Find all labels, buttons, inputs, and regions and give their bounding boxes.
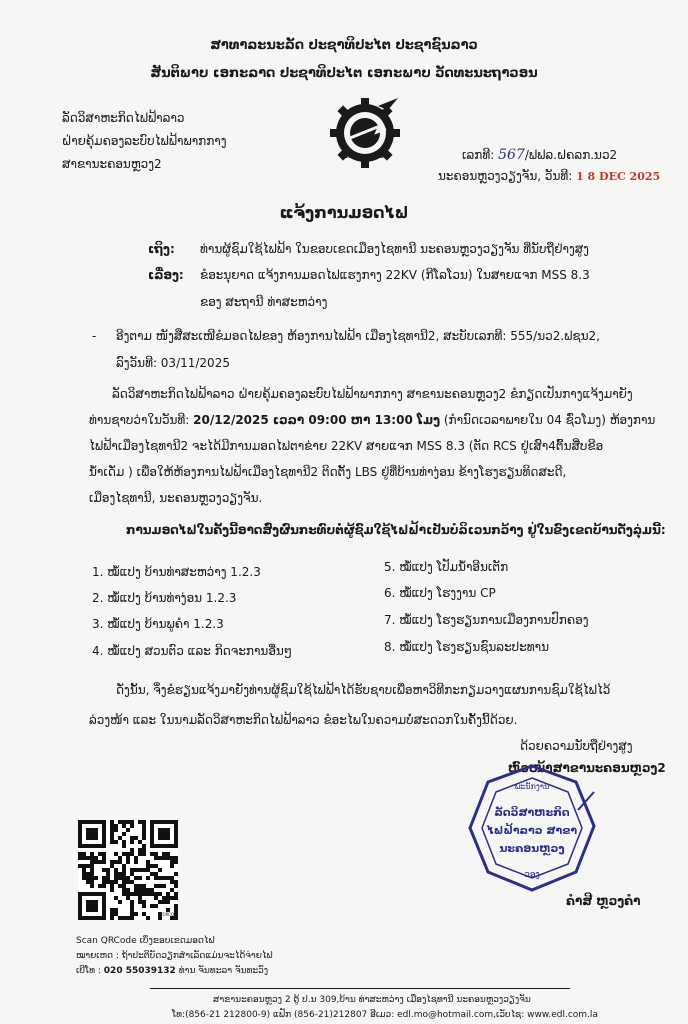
to-label: ເຖິງ: xyxy=(148,242,175,256)
reference-line2: ລົງວັນທີ: 03/11/2025 xyxy=(116,356,230,370)
ref-date xyxy=(438,168,660,185)
logo-text: ELECTRICITE DU LAOS xyxy=(340,154,390,159)
closing-line2: ລ່ວງໜ້າ ແລະ ໃນນາມລັດວິສາຫະກິດໄຟຟ້າລາວ ຂໍອະໄພໃນຄວາມບໍ່ສະດວກໃນຄັ້ງນີ້ດ້ວຍ. xyxy=(89,713,518,727)
subject-label: ເລື່ອງ: xyxy=(148,268,184,282)
body-p1-line5: ເມືອງໄຊທານີ, ນະຄອນຫຼວງວຽງຈັນ. xyxy=(89,491,263,505)
area-item-3: 3. ໝໍ້ແປງ ບ້ານພູຄຳ 1.2.3 xyxy=(92,617,224,631)
qr-caption2: ໝາຍເຫດ : ຖ້າປະຕິບັດວຽກສຳເລັດແມ່ນຈະໄດ້ຈ່າຍໄຟ xyxy=(76,951,273,961)
to-text: ທ່ານຜູ້ຊົມໃຊ້ໄຟຟ້າ ໃນຂອບເຂດເມືອງໄຊທານີ ນະຄອນຫຼວງວຽງຈັນ ທີ່ນັບຖືຢ່າງສູງ xyxy=(200,242,589,256)
body-p2: ການມອດໄຟໃນຄັ້ງນີ້ອາດສົ່ງຜົນກະທົບຕໍ່ຜູ້ຊົມໃຊ້ໄຟຟ້າເປັນບໍລິເວນກວ້າງ ຢູ່ໃນຂົງເຂດບ້ານດັ່ງລຸ່ມນີ້: xyxy=(126,523,666,537)
footer-line1: ສາຂານະຄອນຫຼວງ 2 ຕູ້ ປ.ນ 309,ບ້ານ ທ່າສະຫວ່າງ ເມືອງໄຊທານີ ນະຄອນຫຼວງວຽງຈັນ xyxy=(213,995,531,1005)
body-p1-date-time: 20/12/2025 ເວລາ 09:00 ຫາ 13:00 ໂມງ xyxy=(193,413,441,427)
area-item-7: 7. ໝໍ້ແປງ ໂຮງຮຽນການເມືອງການປົກຄອງ xyxy=(384,613,589,627)
body-p1-line2-c: (ກຳນົດເວລາພາຍໃນ 04 ຊົ່ວໂມງ) ຫ້ອງການ xyxy=(440,413,656,427)
stamp-line2: ໄຟຟ້າລາວ ສາຂາ xyxy=(486,824,578,837)
org-line3: ສາຂານະຄອນຫຼວງ2 xyxy=(62,157,162,171)
body-p1-line3: ໄຟຟ້າເມືອງໄຊທານີ2 ຈະໄດ້ມີການມອດໄຟຕາຂ່າຍ 22KV ສາຍແຈກ MSS 8.3 (ຕັດ RCS ຢູ່ເສົາ4ຕົ້ນສີ່ບຂີອ xyxy=(89,439,604,453)
ref-number-label: ເລກທີ: xyxy=(462,148,495,162)
qr-phone: 020 55039132 xyxy=(103,966,176,976)
ref-date-label: ນະຄອນຫຼວງວຽງຈັນ, ວັນທີ: xyxy=(438,169,573,183)
ref-number-suffix: /ຟຟລ.ຝຄລກ.ນວ2 xyxy=(524,148,618,162)
qr-code[interactable] xyxy=(78,820,178,920)
area-item-1: 1. ໝໍ້ແປງ ບ້ານທ່າສະຫວ່າງ 1.2.3 xyxy=(92,565,261,579)
stamp-line3: ນະຄອນຫຼວງ xyxy=(499,842,565,855)
signer-name: ຄຳສີ ຫຼວງຄຳ xyxy=(566,894,641,908)
closing-line1: ດັ່ງນັ້ນ, ຈຶ່ງຂໍຮຽນແຈ້ງມາຍັງທ່ານຜູ້ຊົມໃຊ້ໄຟຟ້າໄດ້ຮັບຊາບເພື່ອຫາວິທີກະກຽມວາງແຜນການຊົມໃຊ້ໄຟໄວ້ xyxy=(116,683,611,697)
qr-caption3-name: ທ່ານ ຈັນທະລາ ຈັນທະວົງ xyxy=(175,966,269,976)
reference-line1: ອີງຕາມ ໜັງສືສະເໜີຂໍມອດໄຟຂອງ ຫ້ອງການໄຟຟ້າ ເມືອງໄຊທານີ2, ສະບັບເລກທີ: 555/ນວ2.ຟຊນ2, xyxy=(116,329,600,343)
official-stamp xyxy=(466,762,598,894)
ref-number xyxy=(462,147,617,163)
stamp-arc-bottom: ວອງ xyxy=(524,870,540,880)
closing-regards: ດ້ວຍຄວາມນັບຖືຢ່າງສູງ xyxy=(520,739,633,753)
signer-title: ຫົວໜ້າສາຂານະຄອນຫຼວງ2 xyxy=(508,761,666,775)
body-p1-line1: ລັດວິສາຫະກິດໄຟຟ້າລາວ ຝ່າຍຄຸ້ມຄອງລະບົບໄຟຟ້າພາກກາງ ສາຂານະຄອນຫຼວງ2 ຂໍກຽດເປັນກາງແຈ້ງມາຍັງ xyxy=(112,387,633,401)
national-header-line2: ສັນຕິພາບ ເອກະລາດ ປະຊາທິປະໄຕ ເອກະພາບ ວັດທະນະຖາວອນ xyxy=(150,66,538,81)
footer-divider xyxy=(150,988,570,989)
stamp-line1: ລັດວິສາຫະກິດ xyxy=(494,806,570,819)
body-p1-line2 xyxy=(89,412,655,428)
area-item-5: 5. ໝໍ້ແປງ ໂປັມນ້ຳອີນເຕັກ xyxy=(384,560,509,574)
area-item-2: 2. ໝໍ້ແປງ ບ້ານທ່າງ່ອນ 1.2.3 xyxy=(92,591,237,605)
area-item-6: 6. ໝໍ້ແປງ ໂຮງງານ CP xyxy=(384,586,496,600)
qr-code-icon xyxy=(78,820,178,920)
org-line1: ລັດວິສາຫະກິດໄຟຟ້າລາວ xyxy=(62,111,185,125)
stamp-arc-top: ພະນັກງານ xyxy=(514,782,550,791)
ref-number-value: 567 xyxy=(498,147,525,163)
body-p1-line4: ນ້ຳເດັ່ມ ) ເພື່ອໃຫ້ຫ້ອງການໄຟຟ້າເມືອງໄຊທານີ2 ຕິດຕັ້ງ LBS ຢູ່ທີ່ບ້ານທ່າງ່ອນ ຂ້າງໂຮງຮຽນທິດສະດີ, xyxy=(89,465,567,479)
national-header-line1: ສາທາລະນະລັດ ປະຊາທິປະໄຕ ປະຊາຊົນລາວ xyxy=(210,38,478,53)
qr-caption3-label: ເບີໂທ : xyxy=(76,966,104,976)
subject-line1: ຂໍອະນຸຍາດ ແຈ້ງການມອດໄຟແຮງກາງ 22KV (ກີໂລໂວນ) ໃນສາຍແຈກ MSS 8.3 xyxy=(200,268,590,282)
reference-bullet: - xyxy=(92,329,97,343)
ref-date-value: 1 8 DEC 2025 xyxy=(576,170,661,183)
qr-tag: TORCO xyxy=(160,912,175,917)
area-item-4: 4. ໝໍ້ແປງ ສວນຕົວ ແລະ ກິດຈະການອື່ນໆ xyxy=(92,644,292,658)
subject-line2: ຂອງ ສະຖານີ ທ່າສະຫວ່າງ xyxy=(200,295,328,309)
edl-logo xyxy=(328,96,402,170)
org-line2: ຝ່າຍຄຸ້ມຄອງລະບົບໄຟຟ້າພາກກາງ xyxy=(62,134,227,148)
qr-caption1: Scan QRCode ເບິ່ງຂອບເຂດມອດໄຟ xyxy=(76,936,215,946)
area-item-8: 8. ໝໍ້ແປງ ໂຮງຮຽນຊົນລະປະທານ xyxy=(384,640,549,654)
qr-caption3 xyxy=(76,965,268,978)
footer-line2: ໂທ:(856-21 212800-9) ແຟັກ (856-21)212807 ອີເມວ: edl.mo@hotmail.com,ເວັບໄຊ: www.edl.com.la xyxy=(172,1010,598,1020)
document-title: ແຈ້ງການມອດໄຟ xyxy=(279,203,409,222)
body-p1-line2-a: ທ່ານຊາບວ່າໃນວັນທີ: xyxy=(89,413,194,427)
